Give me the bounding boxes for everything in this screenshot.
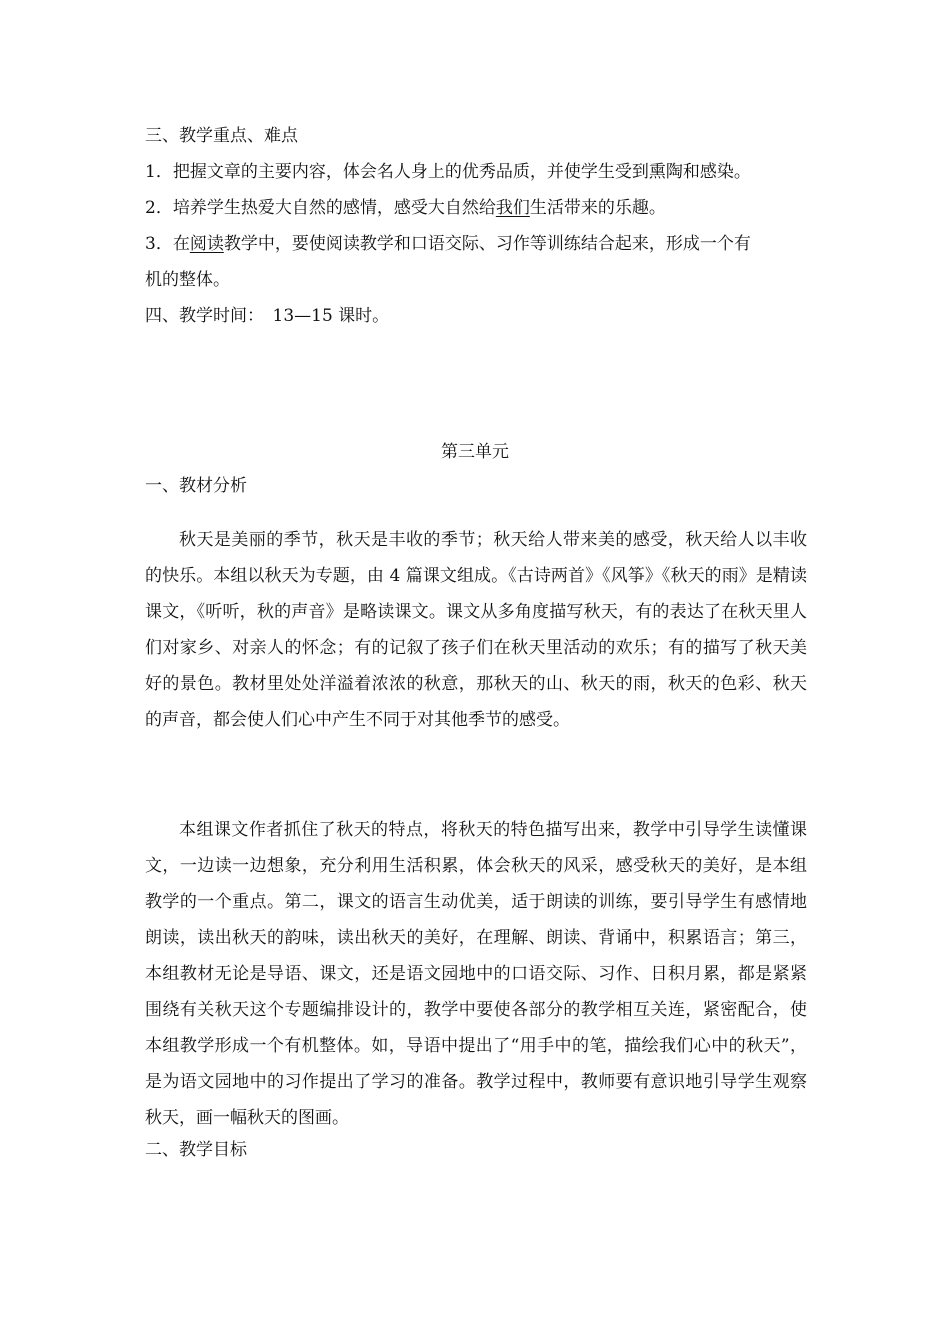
key-point-item-3-text-end: 教学中，要使阅读教学和口语交际、习作等训练结合起来，形成一个有 [223, 234, 751, 254]
key-point-item-2-text-end: 生活带来的乐趣。 [529, 198, 666, 218]
section-heading-material-analysis: 一、教材分析 [145, 476, 247, 496]
analysis-paragraph-1: 秋天是美丽的季节，秋天是丰收的季节；秋天给人带来美的感受，秋天给人以丰收的快乐。本组以秋天为专题，由 4 篇课文组成。《古诗两首》《风筝》《秋天的雨》是精读课文，《听听，秋的声音》是略读课文。课文从多角度描写秋天，有的表达了在秋天里人们对家乡、对亲人的怀念；有的记叙了孩子们在秋天里活动的欢乐；有的描写了秋天美好的景色。教材里处处洋溢着浓浓的秋意，那秋天的山、秋天的雨，秋天的色彩、秋天的声音，都会使人们心中产生不同于对其他季节的感受。 [145, 530, 807, 730]
key-point-item-3-text: 3．在 [145, 234, 190, 254]
key-point-item-2-text: 2．培养学生热爱大自然的感情，感受大自然给 [145, 198, 496, 218]
underlined-word-yuedu: 阅读 [189, 234, 224, 254]
section-heading-key-points: 三、教学重点、难点 [145, 126, 298, 146]
underlined-word-women: 我们 [495, 198, 530, 218]
key-point-item-1: 1．把握文章的主要内容，体会名人身上的优秀品质，并使学生受到熏陶和感染。 [145, 162, 751, 182]
section-heading-teaching-time: 四、教学时间： 13—15 课时。 [145, 306, 390, 326]
key-point-item-3-continued: 机的整体。 [145, 270, 230, 290]
key-point-item-3 [145, 232, 815, 256]
section-heading-teaching-goals: 二、教学目标 [145, 1140, 247, 1160]
key-point-item-2 [145, 196, 815, 220]
unit-title: 第三单元 [441, 442, 509, 462]
analysis-paragraph-2: 本组课文作者抓住了秋天的特点，将秋天的特色描写出来，教学中引导学生读懂课文，一边读一边想象，充分利用生活积累，体会秋天的风采，感受秋天的美好，是本组教学的一个重点。第二，课文的语言生动优美，适于朗读的训练，要引导学生有感情地朗读，读出秋天的韵味，读出秋天的美好，在理解、朗读、背诵中，积累语言；第三，本组教材无论是导语、课文，还是语文园地中的口语交际、习作、日积月累，都是紧紧围绕有关秋天这个专题编排设计的，教学中要使各部分的教学相互关连，紧密配合，使本组教学形成一个有机整体。如，导语中提出了“用手中的笔，描绘我们心中的秋天”，是为语文园地中的习作提出了学习的准备。教学过程中，教师要有意识地引导学生观察秋天，画一幅秋天的图画。 [145, 820, 807, 1128]
